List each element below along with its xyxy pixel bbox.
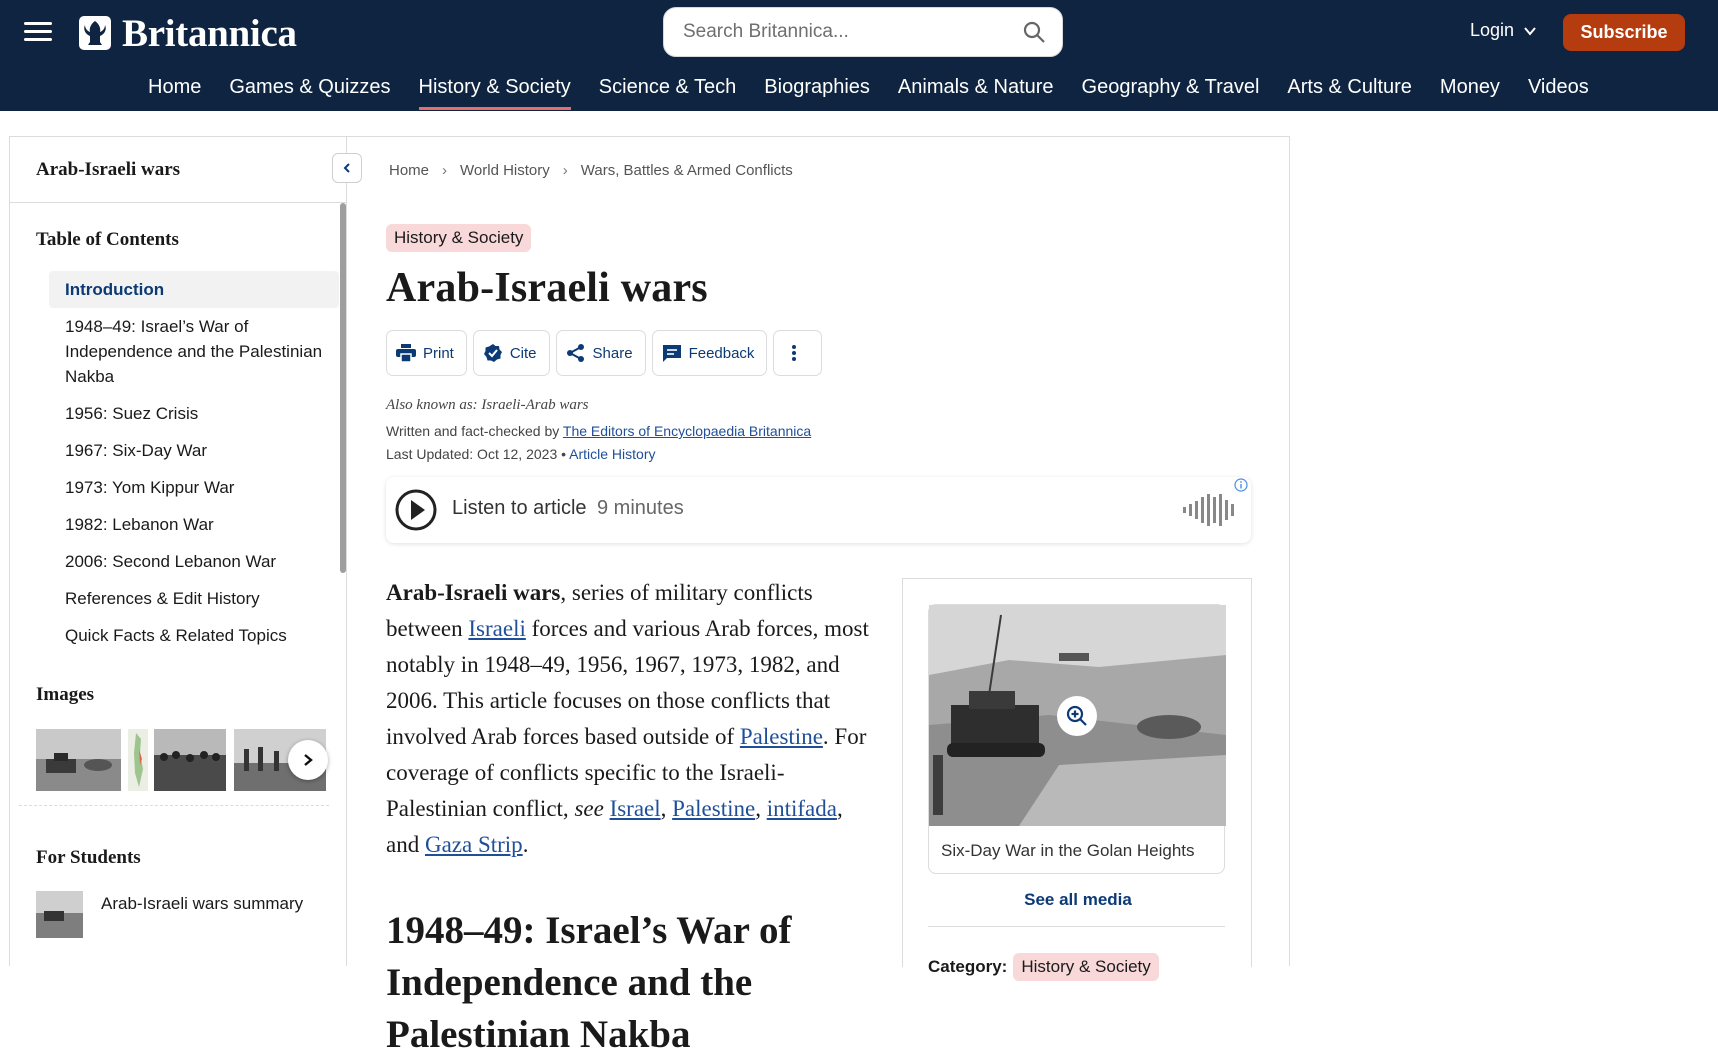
verified-badge-icon <box>483 343 503 363</box>
text-run: . <box>522 832 529 857</box>
toc-item[interactable]: 2006: Second Lebanon War <box>65 552 277 571</box>
cite-label: Cite <box>509 344 537 362</box>
nav-games-quizzes[interactable]: Games & Quizzes <box>229 76 391 98</box>
category-value-tag[interactable]: History & Society <box>1013 953 1158 981</box>
zoom-in-icon <box>1066 705 1088 727</box>
divider <box>928 926 1225 927</box>
share-icon <box>566 343 586 363</box>
byline <box>386 423 811 439</box>
nav-geography-travel[interactable]: Geography & Travel <box>1081 76 1260 98</box>
text-run: , and <box>386 796 843 857</box>
last-updated <box>386 446 656 462</box>
student-summary-label: Arab-Israeli wars summary <box>101 894 304 913</box>
category-row <box>928 953 1159 981</box>
toc-item[interactable]: 1982: Lebanon War <box>65 515 214 534</box>
media-caption: Six-Day War in the Golan Heights <box>941 841 1195 860</box>
feedback-button[interactable] <box>652 330 768 376</box>
hamburger-menu-icon[interactable] <box>24 22 52 44</box>
link-palestine-2[interactable]: Palestine <box>672 796 756 821</box>
share-button[interactable] <box>556 330 646 376</box>
print-icon <box>396 344 416 362</box>
print-label: Print <box>423 344 454 362</box>
zoom-button[interactable] <box>1057 696 1097 736</box>
main-navigation <box>148 76 1617 104</box>
sidebar-header <box>10 137 346 203</box>
link-intifada[interactable]: intifada <box>766 796 837 821</box>
text-run: forces and various Arab forces, most notably in 1948–49, 1956, 1967, 1973, 1982, and 2006. This article focuses on those conflicts that involved Arab forces based outside of <box>386 616 869 749</box>
search-input[interactable] <box>683 8 1003 56</box>
search-icon[interactable] <box>1022 20 1046 44</box>
carousel-next-button[interactable] <box>288 740 328 780</box>
toc-item[interactable]: Introduction <box>49 271 339 308</box>
breadcrumb-world-history[interactable]: World History <box>460 162 550 179</box>
nav-videos[interactable]: Videos <box>1527 76 1589 98</box>
toc-item[interactable]: References & Edit History <box>65 589 260 608</box>
nav-science-tech[interactable]: Science & Tech <box>598 76 737 98</box>
share-label: Share <box>592 344 633 362</box>
subscribe-button[interactable]: Subscribe <box>1563 14 1685 51</box>
feedback-icon <box>662 343 682 363</box>
toc-item[interactable]: 1967: Six-Day War <box>65 441 208 460</box>
toc-heading: Table of Contents <box>36 229 179 250</box>
top-header <box>0 0 1718 111</box>
article-history-link[interactable]: Article History <box>569 446 656 462</box>
tank-photo-thumbnail[interactable] <box>36 729 121 791</box>
listen-label: Listen to article <box>452 497 587 519</box>
listen-duration: 9 minutes <box>597 497 684 519</box>
chevron-down-icon <box>1523 24 1537 38</box>
nav-arts-culture[interactable]: Arts & Culture <box>1287 76 1412 98</box>
breadcrumb-wars[interactable]: Wars, Battles & Armed Conflicts <box>580 162 793 179</box>
summary-thumbnail <box>36 891 83 938</box>
crowd-photo-thumbnail[interactable] <box>154 729 226 791</box>
text-run: , <box>755 796 767 821</box>
link-israel[interactable]: Israel <box>609 796 661 821</box>
sidebar-scrollbar[interactable] <box>340 203 346 573</box>
image-carousel <box>36 729 326 791</box>
updated-text: Last Updated: Oct 12, 2023 • <box>386 446 570 462</box>
login-label: Login <box>1470 20 1515 40</box>
britannica-logo[interactable] <box>78 13 297 53</box>
divider <box>19 805 329 806</box>
intro-paragraph <box>386 575 881 863</box>
images-heading: Images <box>36 684 95 705</box>
nav-history-society[interactable]: History & Society <box>419 76 571 104</box>
see-all-media-link[interactable]: See all media <box>1024 890 1132 909</box>
search-box[interactable] <box>663 7 1063 57</box>
login-button[interactable] <box>1470 20 1537 41</box>
category-tag[interactable]: History & Society <box>386 224 531 252</box>
nav-animals-nature[interactable]: Animals & Nature <box>897 76 1054 98</box>
more-options-button[interactable] <box>773 330 822 376</box>
breadcrumb-separator-icon: › <box>442 162 448 179</box>
play-icon[interactable] <box>394 488 438 532</box>
media-panel <box>902 578 1252 976</box>
page-title: Arab-Israeli wars <box>386 265 708 311</box>
sidebar <box>9 136 347 966</box>
link-israeli[interactable]: Israeli <box>468 616 526 641</box>
feedback-label: Feedback <box>688 344 755 362</box>
toc-item[interactable]: 1973: Yom Kippur War <box>65 478 235 497</box>
logo-wordmark: Britannica <box>122 11 297 55</box>
link-palestine[interactable]: Palestine <box>739 724 823 749</box>
article <box>347 136 1290 1056</box>
right-gutter <box>1290 111 1718 966</box>
section-heading: 1948–49: Israel’s War of Independence and the Palestinian Nakba <box>386 909 792 1056</box>
toc-item[interactable]: 1948–49: Israel’s War of Independence and the Palestinian Nakba <box>65 317 323 386</box>
media-card[interactable] <box>928 604 1225 874</box>
text-run: . For coverage of conflicts specific to the Israeli-Palestinian conflict, <box>386 724 867 821</box>
info-icon[interactable] <box>1234 478 1248 492</box>
category-label: Category: <box>928 957 1008 976</box>
byline-prefix: Written and fact-checked by <box>386 423 563 439</box>
also-known-as: Also known as: Israeli-Arab wars <box>386 397 589 413</box>
breadcrumb-separator-icon: › <box>562 162 568 179</box>
breadcrumb <box>389 162 793 179</box>
toc-item[interactable]: 1956: Suez Crisis <box>65 404 199 423</box>
text-run: , <box>660 796 673 821</box>
audio-waveform-icon <box>1181 492 1236 528</box>
breadcrumb-home[interactable]: Home <box>389 162 430 179</box>
chevron-right-icon <box>301 753 315 767</box>
student-summary-link[interactable] <box>36 891 303 938</box>
author-link[interactable]: The Editors of Encyclopaedia Britannica <box>562 423 812 439</box>
article-toolbar <box>386 330 828 376</box>
toc-item[interactable]: Quick Facts & Related Topics <box>65 626 287 645</box>
map-thumbnail[interactable] <box>128 729 148 791</box>
nav-money[interactable]: Money <box>1439 76 1500 98</box>
print-button[interactable] <box>386 330 467 376</box>
sidebar-title: Arab-Israeli wars <box>36 159 181 180</box>
link-gaza-strip[interactable]: Gaza Strip <box>424 832 523 857</box>
for-students-heading: For Students <box>36 847 141 868</box>
see-text: see <box>574 796 604 821</box>
table-of-contents <box>49 271 339 654</box>
thistle-logo-icon <box>78 15 112 51</box>
audio-player <box>386 477 1251 543</box>
nav-biographies[interactable]: Biographies <box>764 76 870 98</box>
more-vertical-icon <box>791 344 797 362</box>
intro-bold-term: Arab-Israeli wars <box>386 580 561 605</box>
nav-home[interactable]: Home <box>148 76 202 98</box>
text-run: , series of military conflicts between <box>386 580 813 641</box>
cite-button[interactable] <box>473 330 550 376</box>
